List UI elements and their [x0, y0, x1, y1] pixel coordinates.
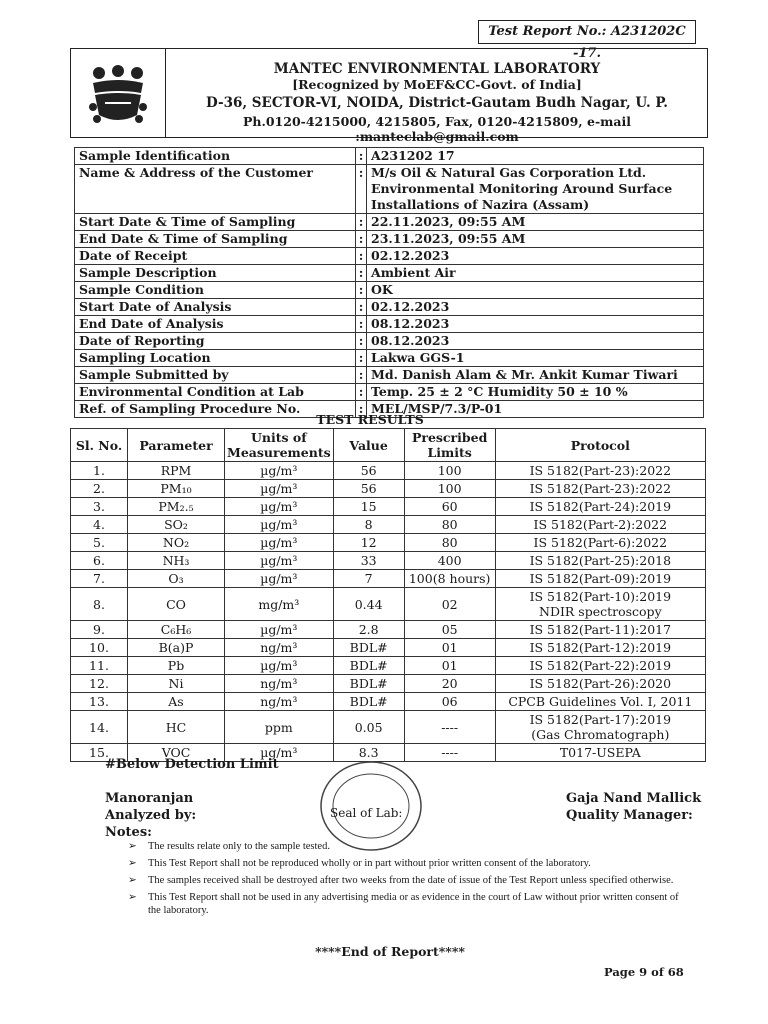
result-value: BDL#	[333, 693, 404, 711]
result-limit: ----	[404, 744, 495, 762]
info-row	[75, 231, 704, 248]
result-sl: 15.	[71, 744, 128, 762]
protocol-line: IS 5182(Part-09):2019	[529, 571, 672, 586]
result-protocol	[495, 744, 705, 762]
colon: :	[356, 148, 367, 165]
protocol-line: IS 5182(Part-6):2022	[533, 535, 668, 550]
customer-line-1: M/s Oil & Natural Gas Corporation Ltd.	[371, 165, 647, 180]
colon: :	[356, 316, 367, 333]
result-limit: 60	[404, 498, 495, 516]
info-row	[75, 248, 704, 265]
result-units: µg/m³	[225, 480, 334, 498]
result-units: µg/m³	[225, 744, 334, 762]
arrow-icon: ➢	[128, 875, 137, 886]
info-row	[75, 316, 704, 333]
header-protocol: Protocol	[495, 429, 705, 462]
result-units: mg/m³	[225, 588, 334, 621]
result-row	[71, 462, 706, 480]
colon: :	[356, 299, 367, 316]
protocol-line: CPCB Guidelines Vol. I, 2011	[508, 694, 693, 709]
protocol-line: IS 5182(Part-12):2019	[529, 640, 672, 655]
result-sl: 14.	[71, 711, 128, 744]
result-protocol	[495, 570, 705, 588]
info-label: Sample Description	[75, 265, 356, 282]
info-value: Lakwa GGS-1	[367, 350, 704, 367]
result-units: µg/m³	[225, 534, 334, 552]
info-value: A231202 17	[367, 148, 704, 165]
result-row	[71, 711, 706, 744]
info-row	[75, 367, 704, 384]
result-row	[71, 693, 706, 711]
result-value: 33	[333, 552, 404, 570]
info-row	[75, 148, 704, 165]
customer-line-2: Environmental Monitoring Around Surface	[371, 181, 673, 196]
result-protocol	[495, 675, 705, 693]
analyst-role: Analyzed by:	[105, 808, 197, 823]
info-value: MEL/MSP/7.3/P-01	[367, 401, 704, 418]
protocol-line-2: NDIR spectroscopy	[539, 604, 662, 619]
result-sl: 4.	[71, 516, 128, 534]
info-label: Sample Identification	[75, 148, 356, 165]
info-value: Md. Danish Alam & Mr. Ankit Kumar Tiwari	[367, 367, 704, 384]
result-value: 2.8	[333, 621, 404, 639]
sample-info-table	[74, 147, 704, 418]
lab-address: D-36, SECTOR-VI, NOIDA, District-Gautam Budh Nagar, U. P.	[206, 95, 668, 111]
result-protocol	[495, 657, 705, 675]
result-units: ppm	[225, 711, 334, 744]
info-label: Date of Reporting	[75, 333, 356, 350]
info-label: Environmental Condition at Lab	[75, 384, 356, 401]
result-protocol	[495, 711, 705, 744]
info-row	[75, 333, 704, 350]
result-parameter: O₃	[128, 570, 225, 588]
result-sl: 9.	[71, 621, 128, 639]
colon: :	[356, 165, 367, 214]
result-row	[71, 480, 706, 498]
result-limit: 400	[404, 552, 495, 570]
result-units: µg/m³	[225, 552, 334, 570]
info-value: 08.12.2023	[367, 333, 704, 350]
lab-logo	[71, 49, 166, 137]
info-label: Sample Submitted by	[75, 367, 356, 384]
result-limit: 02	[404, 588, 495, 621]
info-label: Sampling Location	[75, 350, 356, 367]
info-value: 22.11.2023, 09:55 AM	[367, 214, 704, 231]
result-units: µg/m³	[225, 462, 334, 480]
colon: :	[356, 367, 367, 384]
result-row	[71, 570, 706, 588]
result-parameter: CO	[128, 588, 225, 621]
result-row	[71, 621, 706, 639]
result-protocol	[495, 693, 705, 711]
result-parameter: PM₁₀	[128, 480, 225, 498]
result-parameter: RPM	[128, 462, 225, 480]
result-limit: 05	[404, 621, 495, 639]
result-sl: 12.	[71, 675, 128, 693]
result-row	[71, 639, 706, 657]
info-value: 08.12.2023	[367, 316, 704, 333]
result-sl: 3.	[71, 498, 128, 516]
info-row	[75, 299, 704, 316]
colon: :	[356, 333, 367, 350]
result-units: ng/m³	[225, 675, 334, 693]
result-protocol	[495, 462, 705, 480]
notes-list	[74, 840, 684, 921]
note-item: ➢ The results relate only to the sample tested.	[128, 841, 330, 852]
colon: :	[356, 248, 367, 265]
test-results-title: TEST RESULTS	[316, 412, 424, 427]
result-row	[71, 552, 706, 570]
protocol-line: IS 5182(Part-26):2020	[529, 676, 672, 691]
info-row	[75, 350, 704, 367]
result-limit: 100(8 hours)	[404, 570, 495, 588]
result-protocol	[495, 552, 705, 570]
result-limit: 01	[404, 639, 495, 657]
end-of-report: ****End of Report****	[315, 944, 465, 959]
result-protocol	[495, 588, 705, 621]
result-protocol	[495, 498, 705, 516]
result-row	[71, 657, 706, 675]
result-sl: 6.	[71, 552, 128, 570]
colon: :	[356, 265, 367, 282]
protocol-line: IS 5182(Part-25):2018	[529, 553, 672, 568]
colon: :	[356, 282, 367, 299]
result-limit: 100	[404, 462, 495, 480]
result-limit: 01	[404, 657, 495, 675]
protocol-line: IS 5182(Part-23):2022	[529, 463, 672, 478]
lab-header	[70, 48, 708, 144]
manager-block	[566, 790, 701, 824]
info-row	[75, 165, 704, 214]
result-units: µg/m³	[225, 570, 334, 588]
result-parameter: Ni	[128, 675, 225, 693]
result-value: 0.05	[333, 711, 404, 744]
result-row	[71, 588, 706, 621]
result-parameter: C₆H₆	[128, 621, 225, 639]
result-value: BDL#	[333, 639, 404, 657]
colon: :	[356, 214, 367, 231]
result-row	[71, 498, 706, 516]
info-value: Ambient Air	[367, 265, 704, 282]
results-header-row	[71, 429, 706, 462]
colon: :	[356, 231, 367, 248]
result-units: µg/m³	[225, 657, 334, 675]
result-parameter: HC	[128, 711, 225, 744]
result-parameter: B(a)P	[128, 639, 225, 657]
test-results-table	[70, 428, 706, 762]
result-limit: 06	[404, 693, 495, 711]
analyst-name: Manoranjan	[105, 791, 194, 806]
info-value: 23.11.2023, 09:55 AM	[367, 231, 704, 248]
result-units: ng/m³	[225, 693, 334, 711]
manager-name: Gaja Nand Mallick	[566, 791, 702, 806]
result-value: 0.44	[333, 588, 404, 621]
note-item: ➢ The samples received shall be destroyed after two weeks from the date of issue of the Test Report unless specified otherwise.	[128, 875, 674, 886]
result-protocol	[495, 621, 705, 639]
notes-title: Notes:	[105, 825, 152, 840]
result-sl: 11.	[71, 657, 128, 675]
result-value: 56	[333, 480, 404, 498]
result-limit: 20	[404, 675, 495, 693]
result-value: 7	[333, 570, 404, 588]
info-row	[75, 384, 704, 401]
header-value: Value	[333, 429, 404, 462]
protocol-line: IS 5182(Part-24):2019	[529, 499, 672, 514]
result-protocol	[495, 534, 705, 552]
result-parameter: As	[128, 693, 225, 711]
info-label: Start Date of Analysis	[75, 299, 356, 316]
result-sl: 10.	[71, 639, 128, 657]
result-parameter: NO₂	[128, 534, 225, 552]
protocol-line: IS 5182(Part-11):2017	[529, 622, 672, 637]
result-parameter: VOC	[128, 744, 225, 762]
note-item: ➢ This Test Report shall not be used in any advertising media or as evidence in the court of Law without prior written consent of the laboratory.	[128, 892, 679, 916]
result-units: µg/m³	[225, 516, 334, 534]
result-parameter: Pb	[128, 657, 225, 675]
result-value: BDL#	[333, 675, 404, 693]
info-value: OK	[367, 282, 704, 299]
result-row	[71, 534, 706, 552]
colon: :	[356, 350, 367, 367]
protocol-line-2: (Gas Chromatograph)	[531, 727, 670, 742]
result-limit: 80	[404, 516, 495, 534]
report-number: Test Report No.: A231202C -17.	[478, 20, 696, 44]
result-sl: 5.	[71, 534, 128, 552]
result-limit: 80	[404, 534, 495, 552]
protocol-line: IS 5182(Part-2):2022	[533, 517, 668, 532]
result-limit: ----	[404, 711, 495, 744]
result-sl: 8.	[71, 588, 128, 621]
result-sl: 13.	[71, 693, 128, 711]
page-number: Page 9 of 68	[604, 965, 684, 979]
result-row	[71, 675, 706, 693]
bdl-footnote: #Below Detection Limit	[105, 757, 279, 772]
arrow-icon: ➢	[128, 841, 137, 852]
manager-role: Quality Manager:	[566, 808, 693, 823]
result-value: 12	[333, 534, 404, 552]
info-row	[75, 282, 704, 299]
info-value: Temp. 25 ± 2 °C Humidity 50 ± 10 %	[367, 384, 704, 401]
protocol-line: IS 5182(Part-17):2019	[529, 712, 672, 727]
info-label: End Date & Time of Sampling	[75, 231, 356, 248]
result-value: BDL#	[333, 657, 404, 675]
result-limit: 100	[404, 480, 495, 498]
info-label: Name & Address of the Customer	[75, 165, 356, 214]
lab-contact: Ph.0120-4215000, 4215805, Fax, 0120-4215809, e-mail :manteclab@gmail.com	[243, 114, 631, 144]
info-row	[75, 265, 704, 282]
result-parameter: NH₃	[128, 552, 225, 570]
result-sl: 2.	[71, 480, 128, 498]
header-units: Units of Measurements	[225, 429, 334, 462]
result-parameter: SO₂	[128, 516, 225, 534]
info-label: Start Date & Time of Sampling	[75, 214, 356, 231]
protocol-line: IS 5182(Part-10):2019	[529, 589, 672, 604]
result-units: µg/m³	[225, 621, 334, 639]
arrow-icon: ➢	[128, 892, 137, 903]
customer-line-3: Installations of Nazira (Assam)	[371, 197, 590, 212]
result-value: 15	[333, 498, 404, 516]
header-limits: Prescribed Limits	[404, 429, 495, 462]
result-units: ng/m³	[225, 639, 334, 657]
analyst-block	[105, 790, 196, 841]
info-value: 02.12.2023	[367, 299, 704, 316]
protocol-line: IS 5182(Part-22):2019	[529, 658, 672, 673]
info-label: Sample Condition	[75, 282, 356, 299]
result-protocol	[495, 480, 705, 498]
colon: :	[356, 401, 367, 418]
note-item: ➢ This Test Report shall not be reproduced wholly or in part without prior written consent of the laboratory.	[128, 858, 591, 869]
result-row	[71, 516, 706, 534]
result-protocol	[495, 516, 705, 534]
lab-recognition: [Recognized by MoEF&CC-Govt. of India]	[292, 77, 582, 92]
result-value: 56	[333, 462, 404, 480]
result-protocol	[495, 639, 705, 657]
seal-label: Seal of Lab:	[330, 806, 403, 820]
result-units: µg/m³	[225, 498, 334, 516]
result-sl: 1.	[71, 462, 128, 480]
protocol-line: IS 5182(Part-23):2022	[529, 481, 672, 496]
arrow-icon: ➢	[128, 858, 137, 869]
info-label: End Date of Analysis	[75, 316, 356, 333]
info-value: 02.12.2023	[367, 248, 704, 265]
header-parameter: Parameter	[128, 429, 225, 462]
result-value: 8.3	[333, 744, 404, 762]
result-sl: 7.	[71, 570, 128, 588]
colon: :	[356, 384, 367, 401]
result-parameter: PM₂.₅	[128, 498, 225, 516]
info-label: Ref. of Sampling Procedure No.	[75, 401, 356, 418]
info-label: Date of Receipt	[75, 248, 356, 265]
info-row	[75, 214, 704, 231]
protocol-line: T017-USEPA	[559, 745, 641, 760]
lab-name: MANTEC ENVIRONMENTAL LABORATORY	[273, 61, 601, 77]
header-sl: Sl. No.	[71, 429, 128, 462]
result-value: 8	[333, 516, 404, 534]
info-value	[367, 165, 704, 214]
